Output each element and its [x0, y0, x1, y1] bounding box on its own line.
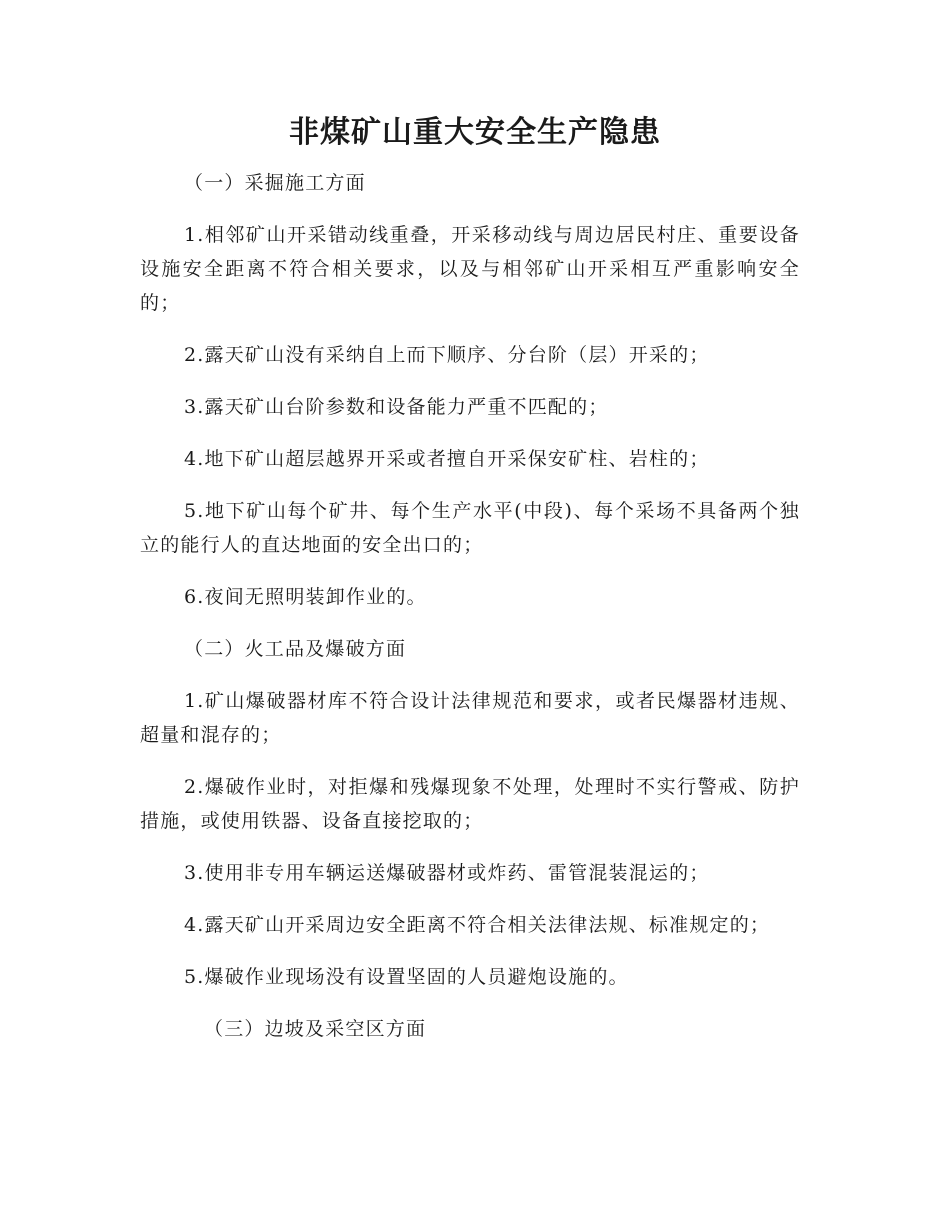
- section-2-item-5: 5.爆破作业现场没有设置坚固的人员避炮设施的。: [184, 966, 629, 988]
- document-title: 非煤矿山重大安全生产隐患: [289, 115, 661, 150]
- section-1-item-1: 1.相邻矿山开采错动线重叠，开采移动线与周边居民村庄、重要设备设施安全距离不符合相关要求，以及与相邻矿山开采相互严重影响安全的；: [140, 224, 800, 314]
- document-body: [140, 166, 800, 1064]
- section-2-item-2: 2.爆破作业时，对拒爆和残爆现象不处理，处理时不实行警戒、防护措施，或使用铁器、设备直接挖取的；: [140, 776, 800, 832]
- section-1-item-5: 5.地下矿山每个矿井、每个生产水平(中段)、每个采场不具备两个独立的能行人的直达地面的安全出口的；: [140, 500, 800, 556]
- section-heading-1: （一）采掘施工方面: [184, 172, 366, 194]
- section-1-item-4: 4.地下矿山超层越界开采或者擅自开采保安矿柱、岩柱的；: [184, 448, 710, 470]
- section-1-item-2: 2.露天矿山没有采纳自上而下顺序、分台阶（层）开采的；: [184, 344, 710, 366]
- section-2-item-3: 3.使用非专用车辆运送爆破器材或炸药、雷管混装混运的；: [184, 862, 710, 884]
- section-heading-3: （三）边坡及采空区方面: [204, 1018, 427, 1040]
- section-heading-2: （二）火工品及爆破方面: [184, 638, 407, 660]
- section-2-item-4: 4.露天矿山开采周边安全距离不符合相关法律法规、标准规定的；: [184, 914, 771, 936]
- section-1-item-6: 6.夜间无照明装卸作业的。: [184, 586, 427, 608]
- section-1-item-3: 3.露天矿山台阶参数和设备能力严重不匹配的；: [184, 396, 609, 418]
- section-2-item-1: 1.矿山爆破器材库不符合设计法律规范和要求，或者民爆器材违规、超量和混存的；: [140, 690, 800, 746]
